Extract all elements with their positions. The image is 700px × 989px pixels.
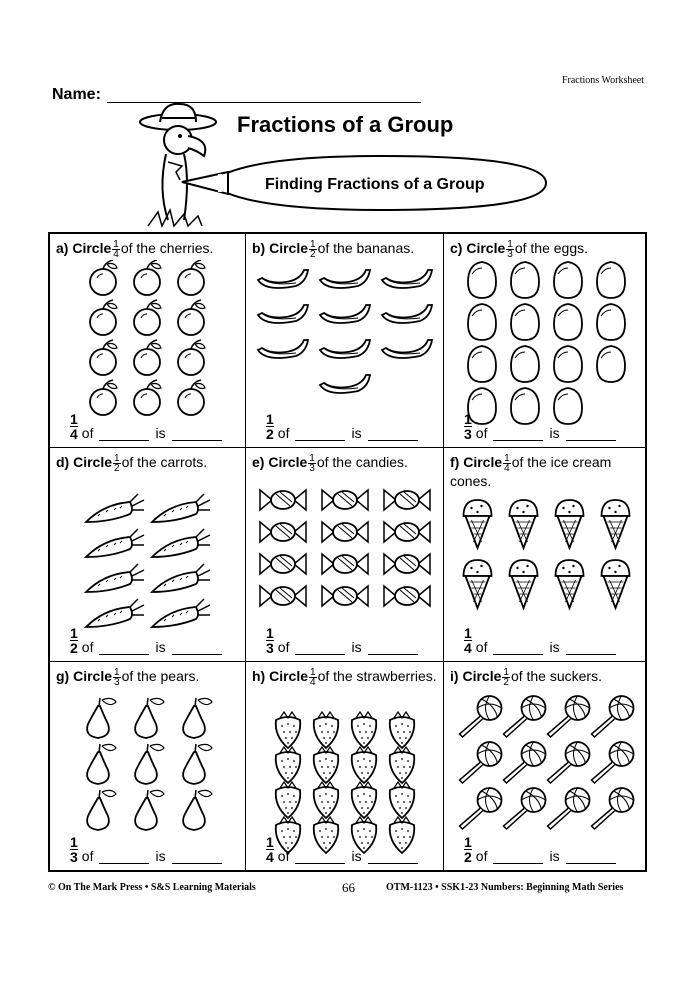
problem-cell-i bbox=[444, 662, 645, 870]
cherry-icon[interactable] bbox=[134, 340, 161, 375]
answer-line bbox=[464, 412, 622, 441]
answer-fraction: 1 3 bbox=[70, 834, 78, 865]
carrot-icon[interactable] bbox=[152, 599, 210, 627]
egg-icon[interactable] bbox=[468, 304, 496, 340]
answer-line bbox=[266, 626, 424, 655]
problem-letter: i) bbox=[450, 668, 459, 685]
problem-cell-g bbox=[50, 662, 246, 870]
page-title: Fractions of a Group bbox=[237, 112, 454, 137]
banana-icon[interactable] bbox=[258, 305, 308, 323]
answer-blank[interactable] bbox=[566, 642, 616, 655]
banana-icon[interactable] bbox=[258, 340, 308, 358]
pear-icon[interactable] bbox=[87, 698, 116, 738]
total-blank[interactable] bbox=[99, 851, 149, 864]
prompt-fraction: $\frac{1}{4}$ bbox=[310, 667, 316, 688]
problem-letter: g) bbox=[56, 668, 70, 685]
worksheet-label: Fractions Worksheet bbox=[561, 75, 644, 86]
egg-icon[interactable] bbox=[511, 304, 539, 340]
prompt-fraction: $\frac{1}{4}$ bbox=[504, 453, 510, 474]
problem-prompt bbox=[450, 668, 643, 687]
answer-fraction: 1 2 bbox=[464, 834, 472, 865]
answer-line bbox=[266, 412, 424, 441]
egg-icon[interactable] bbox=[468, 262, 496, 298]
egg-group bbox=[444, 260, 645, 430]
sucker-icon[interactable] bbox=[592, 696, 634, 737]
problem-verb: Circle bbox=[463, 454, 503, 471]
problem-text: of the ice cream cones. bbox=[450, 454, 612, 489]
is-label: is bbox=[351, 425, 362, 441]
is-label: is bbox=[549, 639, 560, 655]
answer-line bbox=[464, 835, 622, 864]
problem-prompt bbox=[56, 668, 243, 687]
strawberry-icon[interactable] bbox=[276, 782, 301, 818]
total-blank[interactable] bbox=[295, 851, 345, 864]
carrot-icon[interactable] bbox=[86, 494, 144, 522]
total-blank[interactable] bbox=[493, 642, 543, 655]
cherry-icon[interactable] bbox=[134, 260, 161, 295]
problem-text: of the bananas. bbox=[317, 240, 415, 257]
total-blank[interactable] bbox=[99, 428, 149, 441]
candy-icon[interactable] bbox=[260, 554, 306, 574]
egg-icon[interactable] bbox=[597, 262, 625, 298]
banana-icon[interactable] bbox=[382, 270, 432, 288]
answer-blank[interactable] bbox=[368, 642, 418, 655]
problem-prompt bbox=[450, 454, 643, 490]
problem-verb: Circle bbox=[462, 668, 502, 685]
footer-copyright: © On The Mark Press • S&S Learning Materials bbox=[48, 882, 256, 893]
icecream-icon[interactable] bbox=[556, 500, 584, 548]
answer-fraction: 1 4 bbox=[70, 411, 78, 442]
strawberry-icon[interactable] bbox=[390, 747, 415, 783]
egg-icon[interactable] bbox=[511, 262, 539, 298]
cherry-icon[interactable] bbox=[178, 340, 205, 375]
egg-icon[interactable] bbox=[554, 262, 582, 298]
strawberry-icon[interactable] bbox=[390, 782, 415, 818]
sucker-icon[interactable] bbox=[504, 788, 546, 829]
problem-verb: Circle bbox=[73, 668, 113, 685]
problem-prompt bbox=[56, 240, 243, 259]
total-blank[interactable] bbox=[99, 642, 149, 655]
strawberry-icon[interactable] bbox=[352, 712, 377, 748]
sucker-icon[interactable] bbox=[460, 742, 502, 783]
problem-text: of the candies. bbox=[316, 454, 408, 471]
candy-icon[interactable] bbox=[322, 490, 368, 510]
problem-letter: a) bbox=[56, 240, 69, 257]
problem-cell-a bbox=[50, 234, 246, 448]
answer-line bbox=[266, 835, 424, 864]
icecream-icon[interactable] bbox=[464, 500, 492, 548]
subtitle: Finding Fractions of a Group bbox=[265, 176, 485, 193]
banana-icon[interactable] bbox=[320, 340, 370, 358]
pear-icon[interactable] bbox=[87, 790, 116, 830]
carrot-icon[interactable] bbox=[86, 564, 144, 592]
answer-line bbox=[70, 835, 228, 864]
problem-text: of the cherries. bbox=[120, 240, 214, 257]
problem-verb: Circle bbox=[466, 240, 506, 257]
carrot-icon[interactable] bbox=[86, 529, 144, 557]
problem-verb: Circle bbox=[269, 240, 309, 257]
total-blank[interactable] bbox=[295, 642, 345, 655]
icecream-icon[interactable] bbox=[510, 500, 538, 548]
problem-verb: Circle bbox=[72, 240, 112, 257]
problem-letter: d) bbox=[56, 454, 70, 471]
problem-prompt bbox=[252, 240, 441, 259]
answer-fraction: 1 3 bbox=[266, 625, 274, 656]
icecream-icon[interactable] bbox=[556, 560, 584, 608]
problem-letter: f) bbox=[450, 454, 460, 471]
prompt-fraction: $\frac{1}{3}$ bbox=[507, 239, 513, 260]
egg-icon[interactable] bbox=[511, 346, 539, 382]
is-label: is bbox=[549, 425, 560, 441]
strawberry-icon[interactable] bbox=[352, 782, 377, 818]
egg-icon[interactable] bbox=[554, 346, 582, 382]
problem-cell-f bbox=[444, 448, 645, 662]
of-label: of bbox=[81, 639, 94, 655]
pear-icon[interactable] bbox=[135, 744, 164, 784]
strawberry-icon[interactable] bbox=[352, 747, 377, 783]
prompt-fraction: $\frac{1}{3}$ bbox=[309, 453, 315, 474]
problem-prompt bbox=[450, 240, 643, 259]
total-blank[interactable] bbox=[493, 851, 543, 864]
strawberry-icon[interactable] bbox=[276, 712, 301, 748]
page-number: 66 bbox=[342, 880, 355, 895]
footer-series: OTM-1123 • SSK1-23 Numbers: Beginning Math Series bbox=[386, 882, 624, 893]
problem-cell-d bbox=[50, 448, 246, 662]
sucker-icon[interactable] bbox=[592, 788, 634, 829]
banana-icon[interactable] bbox=[382, 340, 432, 358]
icecream-icon[interactable] bbox=[602, 560, 630, 608]
answer-fraction: 1 4 bbox=[464, 625, 472, 656]
egg-icon[interactable] bbox=[597, 346, 625, 382]
candy-icon[interactable] bbox=[322, 554, 368, 574]
candy-icon[interactable] bbox=[384, 586, 430, 606]
answer-line bbox=[464, 626, 622, 655]
pear-icon[interactable] bbox=[183, 790, 212, 830]
total-blank[interactable] bbox=[295, 428, 345, 441]
problem-letter: b) bbox=[252, 240, 266, 257]
answer-fraction: 1 2 bbox=[70, 625, 78, 656]
strawberry-icon[interactable] bbox=[314, 747, 339, 783]
cherry-icon[interactable] bbox=[178, 260, 205, 295]
is-label: is bbox=[155, 425, 166, 441]
problem-text: of the strawberries. bbox=[317, 668, 437, 685]
answer-line bbox=[70, 626, 228, 655]
carrot-icon[interactable] bbox=[86, 599, 144, 627]
pear-icon[interactable] bbox=[135, 790, 164, 830]
sucker-icon[interactable] bbox=[460, 696, 502, 737]
egg-icon[interactable] bbox=[597, 304, 625, 340]
answer-blank[interactable] bbox=[172, 642, 222, 655]
strawberry-icon[interactable] bbox=[314, 782, 339, 818]
is-label: is bbox=[351, 848, 362, 864]
banana-icon[interactable] bbox=[320, 375, 370, 393]
problem-verb: Circle bbox=[268, 454, 308, 471]
problem-letter: e) bbox=[252, 454, 265, 471]
problem-text: of the suckers. bbox=[510, 668, 602, 685]
answer-blank[interactable] bbox=[566, 851, 616, 864]
is-label: is bbox=[155, 848, 166, 864]
banana-icon[interactable] bbox=[320, 305, 370, 323]
cherry-group bbox=[50, 260, 246, 430]
candy-icon[interactable] bbox=[322, 586, 368, 606]
candy-icon[interactable] bbox=[260, 522, 306, 542]
is-label: is bbox=[155, 639, 166, 655]
of-label: of bbox=[277, 425, 290, 441]
banana-icon[interactable] bbox=[258, 270, 308, 288]
cherry-icon[interactable] bbox=[178, 300, 205, 335]
of-label: of bbox=[277, 848, 290, 864]
problem-verb: Circle bbox=[269, 668, 309, 685]
of-label: of bbox=[81, 848, 94, 864]
candy-icon[interactable] bbox=[384, 554, 430, 574]
answer-line bbox=[70, 412, 228, 441]
candy-icon[interactable] bbox=[384, 522, 430, 542]
answer-blank[interactable] bbox=[368, 851, 418, 864]
sucker-icon[interactable] bbox=[548, 696, 590, 737]
problem-cell-b bbox=[246, 234, 444, 448]
prompt-fraction: $\frac{1}{2}$ bbox=[310, 239, 316, 260]
egg-icon[interactable] bbox=[554, 304, 582, 340]
strawberry-icon[interactable] bbox=[314, 712, 339, 748]
answer-fraction: 1 3 bbox=[464, 411, 472, 442]
name-label: Name: bbox=[52, 86, 101, 103]
banana-icon[interactable] bbox=[320, 270, 370, 288]
banana-icon[interactable] bbox=[382, 305, 432, 323]
cherry-icon[interactable] bbox=[90, 300, 117, 335]
carrot-icon[interactable] bbox=[152, 564, 210, 592]
problem-text: of the eggs. bbox=[514, 240, 588, 257]
icecream-icon[interactable] bbox=[464, 560, 492, 608]
sucker-icon[interactable] bbox=[504, 696, 546, 737]
answer-blank[interactable] bbox=[566, 428, 616, 441]
problem-cell-c bbox=[444, 234, 645, 448]
pear-icon[interactable] bbox=[183, 744, 212, 784]
icecream-icon[interactable] bbox=[602, 500, 630, 548]
answer-blank[interactable] bbox=[172, 428, 222, 441]
egg-icon[interactable] bbox=[468, 346, 496, 382]
total-blank[interactable] bbox=[493, 428, 543, 441]
prompt-fraction: $\frac{1}{4}$ bbox=[113, 239, 119, 260]
strawberry-icon[interactable] bbox=[276, 747, 301, 783]
problem-prompt bbox=[252, 454, 441, 473]
prompt-fraction: $\frac{1}{2}$ bbox=[114, 453, 120, 474]
is-label: is bbox=[549, 848, 560, 864]
sucker-icon[interactable] bbox=[504, 742, 546, 783]
sucker-icon[interactable] bbox=[548, 788, 590, 829]
cherry-icon[interactable] bbox=[90, 380, 117, 415]
banana-group bbox=[246, 266, 444, 436]
answer-blank[interactable] bbox=[172, 851, 222, 864]
of-label: of bbox=[475, 425, 488, 441]
problem-cell-e bbox=[246, 448, 444, 662]
problem-verb: Circle bbox=[73, 454, 113, 471]
of-label: of bbox=[277, 639, 290, 655]
carrot-icon[interactable] bbox=[152, 494, 210, 522]
cherry-icon[interactable] bbox=[134, 300, 161, 335]
strawberry-icon[interactable] bbox=[390, 712, 415, 748]
answer-fraction: 1 2 bbox=[266, 411, 274, 442]
of-label: of bbox=[81, 425, 94, 441]
problem-text: of the carrots. bbox=[121, 454, 208, 471]
cherry-icon[interactable] bbox=[134, 380, 161, 415]
pear-icon[interactable] bbox=[183, 698, 212, 738]
worksheet-grid bbox=[48, 232, 647, 872]
is-label: is bbox=[351, 639, 362, 655]
sucker-icon[interactable] bbox=[548, 742, 590, 783]
answer-blank[interactable] bbox=[368, 428, 418, 441]
cherry-icon[interactable] bbox=[90, 260, 117, 295]
of-label: of bbox=[475, 848, 488, 864]
problem-prompt bbox=[252, 668, 441, 687]
sucker-icon[interactable] bbox=[592, 742, 634, 783]
of-label: of bbox=[475, 639, 488, 655]
pear-icon[interactable] bbox=[135, 698, 164, 738]
prompt-fraction: $\frac{1}{2}$ bbox=[503, 667, 509, 688]
problem-prompt bbox=[56, 454, 243, 473]
problem-text: of the pears. bbox=[121, 668, 200, 685]
problem-letter: h) bbox=[252, 668, 266, 685]
pear-icon[interactable] bbox=[87, 744, 116, 784]
prompt-fraction: $\frac{1}{3}$ bbox=[114, 667, 120, 688]
icecream-icon[interactable] bbox=[510, 560, 538, 608]
problem-cell-h bbox=[246, 662, 444, 870]
candy-icon[interactable] bbox=[384, 490, 430, 510]
candy-icon[interactable] bbox=[322, 522, 368, 542]
cherry-icon[interactable] bbox=[178, 380, 205, 415]
problem-letter: c) bbox=[450, 240, 463, 257]
candy-icon[interactable] bbox=[260, 490, 306, 510]
cherry-icon[interactable] bbox=[90, 340, 117, 375]
candy-icon[interactable] bbox=[260, 586, 306, 606]
sucker-icon[interactable] bbox=[460, 788, 502, 829]
carrot-icon[interactable] bbox=[152, 529, 210, 557]
answer-fraction: 1 4 bbox=[266, 834, 274, 865]
